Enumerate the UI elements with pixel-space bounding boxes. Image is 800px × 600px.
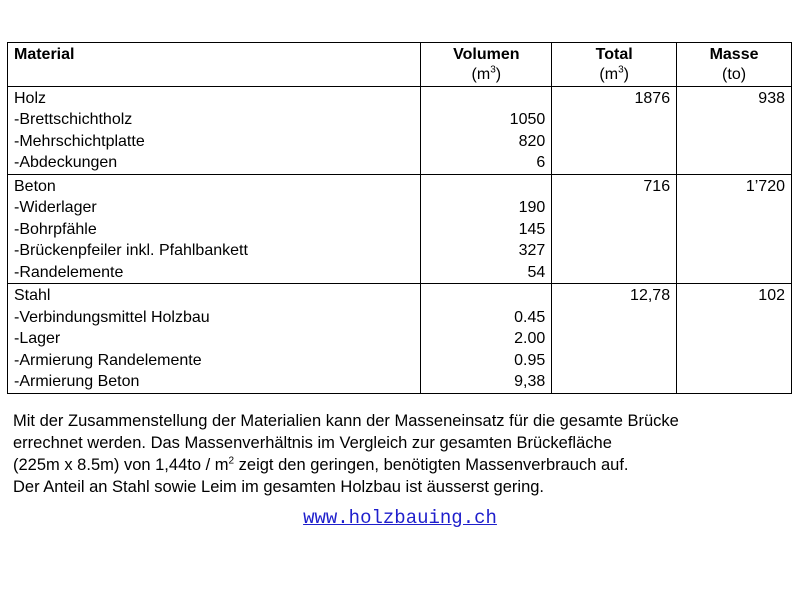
group-stahl [8, 284, 792, 394]
item-label: -Widerlager [8, 197, 421, 219]
header-volumen-label: Volumen [453, 46, 520, 63]
item-volumen: 820 [421, 131, 552, 153]
table-row [8, 152, 792, 174]
group-total: 716 [552, 174, 677, 197]
website-link[interactable]: www.holzbauing.ch [303, 507, 497, 529]
group-masse: 938 [677, 86, 792, 109]
table-row [8, 240, 792, 262]
table-row [8, 307, 792, 329]
summary-line-1: Mit der Zusammenstellung der Materialien kann der Masseneinsatz für die gesamte Brücke [13, 412, 679, 430]
group-name: Beton [8, 174, 421, 197]
group-masse: 1’720 [677, 174, 792, 197]
group-header-row [8, 284, 792, 307]
header-masse-unit: (to) [722, 65, 747, 83]
item-volumen: 0.95 [421, 350, 552, 372]
group-masse: 102 [677, 284, 792, 307]
item-label: -Verbindungsmittel Holzbau [8, 307, 421, 329]
item-volumen: 1050 [421, 109, 552, 131]
header-volumen-unit: $(m^3)$ [471, 64, 502, 83]
table-row [8, 109, 792, 131]
header-material-label: Material [14, 46, 75, 63]
summary-paragraph [13, 410, 793, 498]
item-label: -Mehrschichtplatte [8, 131, 421, 153]
group-holz [8, 86, 792, 174]
item-volumen: 327 [421, 240, 552, 262]
table-header-row [8, 43, 792, 87]
table-row [8, 328, 792, 350]
item-label: -Abdeckungen [8, 152, 421, 174]
table-row [8, 350, 792, 372]
header-masse-label: Masse [709, 46, 759, 63]
group-name: Holz [8, 86, 421, 109]
group-header-row [8, 174, 792, 197]
table-row [8, 197, 792, 219]
table-row [8, 371, 792, 393]
item-label: -Armierung Beton [8, 371, 421, 393]
group-header-row [8, 86, 792, 109]
group-name: Stahl [8, 284, 421, 307]
item-volumen: 54 [421, 262, 552, 284]
item-label: -Bohrpfähle [8, 219, 421, 241]
header-total-unit: $(m^3)$ [599, 64, 629, 83]
item-volumen: 2.00 [421, 328, 552, 350]
summary-line-2: errechnet werden. Das Massenverhältnis im Vergleich zur gesamten Brückefläche [13, 434, 612, 452]
summary-line-4: Der Anteil an Stahl sowie Leim im gesamten Holzbau ist äusserst gering. [13, 478, 545, 496]
header-total [552, 43, 677, 87]
item-label: -Lager [8, 328, 421, 350]
header-volumen [421, 43, 552, 87]
item-volumen: 190 [421, 197, 552, 219]
group-total: 1876 [552, 86, 677, 109]
item-volumen: 9,38 [421, 371, 552, 393]
table-row [8, 262, 792, 284]
table-row [8, 131, 792, 153]
materials-table [7, 42, 792, 394]
header-material [8, 43, 421, 87]
item-label: -Armierung Randelemente [8, 350, 421, 372]
item-label: -Brückenpfeiler inkl. Pfahlbankett [8, 240, 421, 262]
group-total: 12,78 [552, 284, 677, 307]
header-total-label: Total [595, 46, 633, 63]
table-row [8, 219, 792, 241]
header-masse [677, 43, 792, 87]
item-volumen: 0.45 [421, 307, 552, 329]
group-beton [8, 174, 792, 284]
item-label: -Randelemente [8, 262, 421, 284]
item-volumen: 6 [421, 152, 552, 174]
item-volumen: 145 [421, 219, 552, 241]
summary-line-3: (225m x 8.5m) von $1,44to / m^2$ zeigt den geringen, benötigten Massenverbrauch auf. [13, 455, 629, 474]
item-label: -Brettschichtholz [8, 109, 421, 131]
